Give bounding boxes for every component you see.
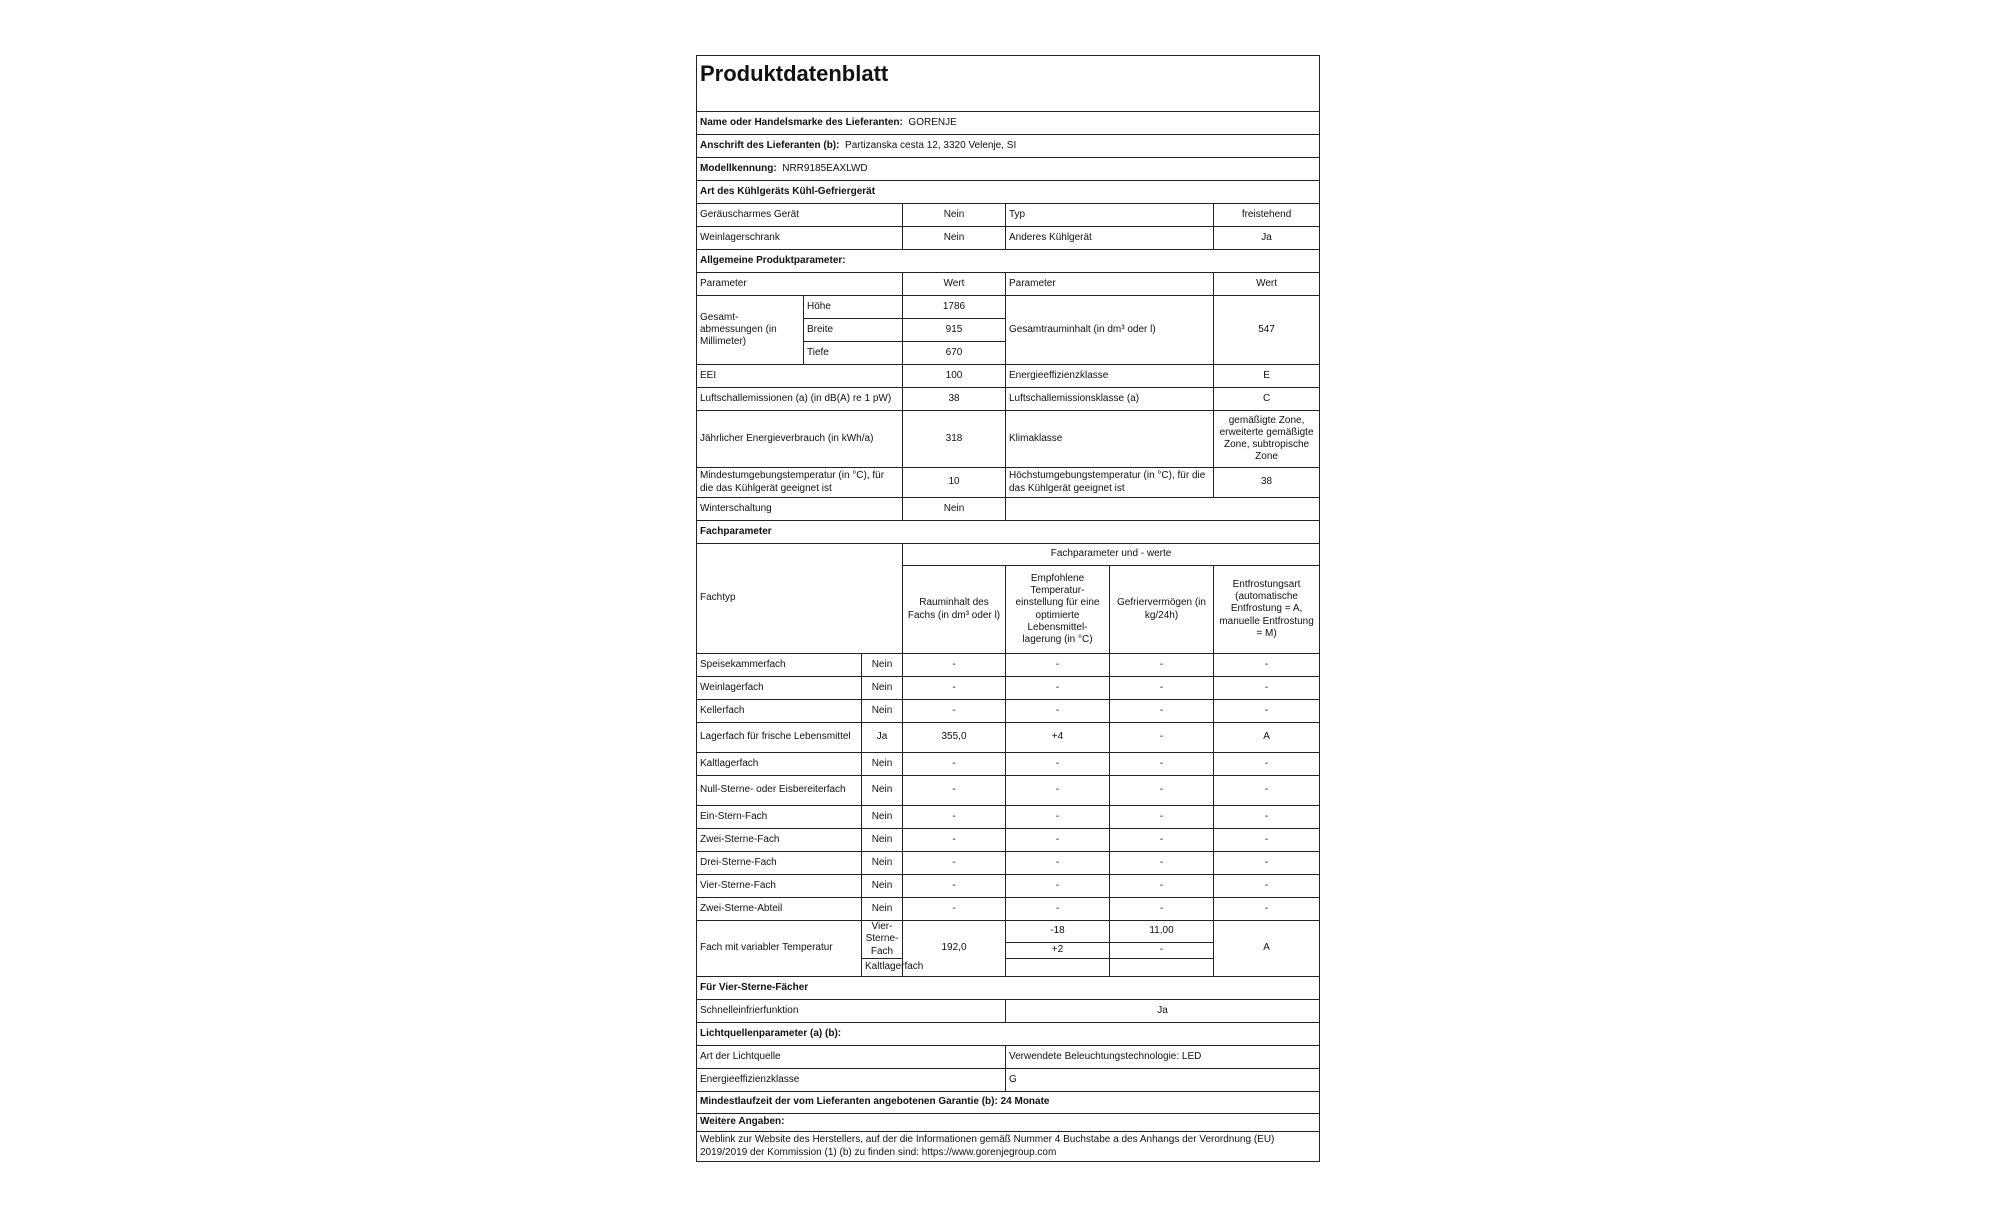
fast-freeze-label: Schnelleinfrierfunktion — [697, 1000, 1006, 1023]
compartment-defrost: - — [1214, 852, 1320, 875]
param-value: Ja — [1214, 227, 1320, 250]
param-label: Jährlicher Energieverbrauch (in kWh/a) — [697, 411, 903, 468]
empty-cell — [1006, 498, 1320, 521]
compartment-freezing-capacity: - — [1110, 898, 1214, 921]
column-header-defrost-type: Entfrostungsart (automatische Entfrostung = A, manuelle Entfrostung = M) — [1214, 566, 1320, 654]
dimension-value: 1786 — [903, 296, 1006, 319]
dimensions-label: Gesamt-abmessungen (in Millimeter) — [697, 296, 804, 365]
compartment-volume: - — [903, 898, 1006, 921]
compartment-defrost: - — [1214, 898, 1320, 921]
compartment-temperature: - — [1006, 700, 1110, 723]
compartment-name: Speisekammerfach — [697, 654, 862, 677]
light-type-label: Art der Lichtquelle — [697, 1046, 1006, 1069]
param-value: C — [1214, 388, 1320, 411]
winter-switch-row — [697, 498, 1320, 521]
further-info-heading: Weitere Angaben: — [697, 1114, 1320, 1132]
param-label: Mindestumgebungstemperatur (in °C), für die das Kühlgerät geeignet ist — [697, 468, 903, 498]
appliance-type-row — [697, 227, 1320, 250]
compartment-present: Nein — [862, 898, 903, 921]
compartment-params-heading: Fachparameter — [697, 521, 1320, 544]
compartment-name: Zwei-Sterne-Fach — [697, 829, 862, 852]
compartment-defrost: - — [1214, 875, 1320, 898]
compartment-name: Vier-Sterne-Fach — [697, 875, 862, 898]
compartment-temperature: - — [1006, 875, 1110, 898]
column-header-parameter: Parameter — [697, 273, 903, 296]
supplier-address-value: Partizanska cesta 12, 3320 Velenje, SI — [845, 139, 1017, 151]
compartment-temperature: - — [1006, 677, 1110, 700]
general-param-row — [697, 411, 1320, 468]
compartment-temperature: - — [1006, 776, 1110, 806]
param-label: Typ — [1006, 204, 1214, 227]
compartment-temperature: - — [1006, 898, 1110, 921]
compartment-row — [697, 776, 1320, 806]
compartment-row — [697, 700, 1320, 723]
light-type-value: Verwendete Beleuchtungstechnologie: LED — [1006, 1046, 1320, 1069]
appliance-type-row — [697, 204, 1320, 227]
compartment-present: Nein — [862, 753, 903, 776]
supplier-name-row — [697, 112, 1320, 135]
compartment-name: Weinlagerfach — [697, 677, 862, 700]
compartment-row — [697, 753, 1320, 776]
compartment-freezing-capacity: - — [1110, 852, 1214, 875]
column-header-parameter: Parameter — [1006, 273, 1214, 296]
param-value: freistehend — [1214, 204, 1320, 227]
param-value: 38 — [903, 388, 1006, 411]
compartment-present: Nein — [862, 776, 903, 806]
compartment-temperature: - — [1006, 852, 1110, 875]
compartment-present: Nein — [862, 875, 903, 898]
compartment-volume: - — [903, 753, 1006, 776]
param-label: Geräuscharmes Gerät — [697, 204, 903, 227]
compartment-name: Null-Sterne- oder Eisbereiterfach — [697, 776, 862, 806]
column-header-value: Wert — [1214, 273, 1320, 296]
param-value: 100 — [903, 365, 1006, 388]
light-type-row — [697, 1046, 1320, 1069]
compartment-group-header-row — [697, 544, 1320, 566]
compartment-name: Lagerfach für frische Lebensmittel — [697, 723, 862, 753]
param-value: Nein — [903, 204, 1006, 227]
total-volume-label: Gesamtrauminhalt (in dm³ oder l) — [1006, 296, 1214, 365]
compartment-freezing-capacity: - — [1110, 654, 1214, 677]
param-label: Luftschallemissionsklasse (a) — [1006, 388, 1214, 411]
compartment-volume: - — [903, 677, 1006, 700]
column-header-volume: Rauminhalt des Fachs (in dm³ oder l) — [903, 566, 1006, 654]
compartment-volume: - — [903, 852, 1006, 875]
compartment-freezing-capacity: - — [1110, 829, 1214, 852]
compartment-present: Ja — [862, 723, 903, 753]
dimension-value: 915 — [903, 319, 1006, 342]
general-params-heading: Allgemeine Produktparameter: — [697, 250, 1320, 273]
param-label: Weinlagerschrank — [697, 227, 903, 250]
compartment-defrost: - — [1214, 654, 1320, 677]
compartment-freezing-capacity: - — [1110, 776, 1214, 806]
variable-temperature-four-star: -18 — [1006, 921, 1110, 943]
compartment-volume: - — [903, 776, 1006, 806]
climate-class-value: gemäßigte Zone, erweiterte gemäßigte Zone, subtropische Zone — [1214, 411, 1320, 468]
compartment-present: Nein — [862, 654, 903, 677]
compartment-temperature: - — [1006, 753, 1110, 776]
param-label: Luftschallemissionen (a) (in dB(A) re 1 pW) — [697, 388, 903, 411]
product-data-sheet — [696, 55, 1319, 1162]
compartment-name: Zwei-Sterne-Abteil — [697, 898, 862, 921]
compartment-row — [697, 677, 1320, 700]
model-id-row — [697, 158, 1320, 181]
param-label: EEI — [697, 365, 903, 388]
light-class-value: G — [1006, 1069, 1320, 1092]
supplier-name-value: GORENJE — [908, 116, 957, 128]
compartment-defrost: - — [1214, 700, 1320, 723]
fast-freeze-row — [697, 1000, 1320, 1023]
column-header-value: Wert — [903, 273, 1006, 296]
variable-freezing-cold: - — [1110, 943, 1214, 959]
compartment-volume: - — [903, 806, 1006, 829]
column-header-freezing-capacity: Gefriervermögen (in kg/24h) — [1110, 566, 1214, 654]
dimension-label: Tiefe — [804, 342, 903, 365]
compartment-defrost: - — [1214, 753, 1320, 776]
compartment-freezing-capacity: - — [1110, 875, 1214, 898]
compartment-row — [697, 875, 1320, 898]
appliance-type-heading: Art des Kühlgeräts Kühl-Gefriergerät — [697, 181, 1320, 204]
model-id-value: NRR9185EAXLWD — [782, 162, 868, 174]
compartment-defrost: - — [1214, 776, 1320, 806]
compartment-defrost: - — [1214, 806, 1320, 829]
column-header-temperature: Empfohlene Temperatur-einstellung für eine optimierte Lebensmittel-lagerung (in °C) — [1006, 566, 1110, 654]
compartment-temperature: - — [1006, 829, 1110, 852]
compartment-volume: - — [903, 875, 1006, 898]
variable-compartment-volume: 192,0 — [903, 921, 1006, 977]
param-label: Energieeffizienzklasse — [1006, 365, 1214, 388]
param-value: E — [1214, 365, 1320, 388]
compartment-freezing-capacity: - — [1110, 700, 1214, 723]
four-star-heading: Für Vier-Sterne-Fächer — [697, 977, 1320, 1000]
light-source-heading: Lichtquellenparameter (a) (b): — [697, 1023, 1320, 1046]
total-volume-value: 547 — [1214, 296, 1320, 365]
compartment-volume: - — [903, 829, 1006, 852]
compartment-name: Ein-Stern-Fach — [697, 806, 862, 829]
compartment-volume: - — [903, 700, 1006, 723]
compartment-name: Kaltlagerfach — [697, 753, 862, 776]
compartment-freezing-capacity: - — [1110, 677, 1214, 700]
warranty-row: Mindestlaufzeit der vom Lieferanten angebotenen Garantie (b): 24 Monate — [697, 1092, 1320, 1114]
compartment-name: Kellerfach — [697, 700, 862, 723]
page-title: Produktdatenblatt — [697, 56, 1320, 112]
supplier-name-label: Name oder Handelsmarke des Lieferanten: — [700, 116, 903, 128]
compartment-temperature: +4 — [1006, 723, 1110, 753]
variable-temperature-cold: +2 — [1006, 943, 1110, 959]
light-class-row — [697, 1069, 1320, 1092]
general-param-row — [697, 365, 1320, 388]
variable-freezing-four-star: 11,00 — [1110, 921, 1214, 943]
compartment-row — [697, 806, 1320, 829]
empty-cell — [1110, 959, 1214, 977]
compartment-defrost: A — [1214, 723, 1320, 753]
compartment-row — [697, 654, 1320, 677]
compartment-volume: 355,0 — [903, 723, 1006, 753]
variable-compartment-defrost: A — [1214, 921, 1320, 977]
dimension-value: 670 — [903, 342, 1006, 365]
fast-freeze-value: Ja — [1006, 1000, 1320, 1023]
general-param-row — [697, 388, 1320, 411]
compartment-present: Nein — [862, 852, 903, 875]
param-value: 10 — [903, 468, 1006, 498]
supplier-address-row — [697, 135, 1320, 158]
variable-sub-cold-storage: Kaltlagerfach — [862, 959, 903, 977]
compartment-row — [697, 829, 1320, 852]
winter-switch-label: Winterschaltung — [697, 498, 903, 521]
variable-sub-four-star: Vier-Sterne-Fach — [862, 921, 903, 959]
compartment-group-header: Fachparameter und - werte — [903, 544, 1320, 566]
compartment-present: Nein — [862, 806, 903, 829]
variable-compartment-name: Fach mit variabler Temperatur — [697, 921, 862, 977]
param-label: Höchstumgebungstemperatur (in °C), für die das Kühlgerät geeignet ist — [1006, 468, 1214, 498]
compartment-name: Drei-Sterne-Fach — [697, 852, 862, 875]
param-label: Anderes Kühlgerät — [1006, 227, 1214, 250]
general-param-row — [697, 468, 1320, 498]
product-data-table — [696, 55, 1320, 1162]
compartment-present: Nein — [862, 829, 903, 852]
compartment-row — [697, 898, 1320, 921]
compartment-freezing-capacity: - — [1110, 753, 1214, 776]
param-value: Nein — [903, 227, 1006, 250]
fachtyp-header: Fachtyp — [697, 544, 903, 654]
compartment-temperature: - — [1006, 806, 1110, 829]
compartment-present: Nein — [862, 700, 903, 723]
compartment-present: Nein — [862, 677, 903, 700]
compartment-freezing-capacity: - — [1110, 723, 1214, 753]
compartment-temperature: - — [1006, 654, 1110, 677]
compartment-freezing-capacity: - — [1110, 806, 1214, 829]
winter-switch-value: Nein — [903, 498, 1006, 521]
empty-cell — [1006, 959, 1110, 977]
compartment-row — [697, 852, 1320, 875]
compartment-defrost: - — [1214, 829, 1320, 852]
variable-compartment-row — [697, 921, 1320, 943]
light-class-label: Energieeffizienzklasse — [697, 1069, 1006, 1092]
compartment-defrost: - — [1214, 677, 1320, 700]
dimension-label: Breite — [804, 319, 903, 342]
dimension-label: Höhe — [804, 296, 903, 319]
param-value: 38 — [1214, 468, 1320, 498]
param-label: Klimaklasse — [1006, 411, 1214, 468]
compartment-row — [697, 723, 1320, 753]
supplier-address-label: Anschrift des Lieferanten (b): — [700, 139, 840, 151]
compartment-volume: - — [903, 654, 1006, 677]
general-params-header-row — [697, 273, 1320, 296]
model-id-label: Modellkennung: — [700, 162, 777, 174]
further-info-text: Weblink zur Website des Herstellers, auf der die Informationen gemäß Nummer 4 Buchstabe a des Anhangs der Verordnung (EU) 2019/2019 der Kommission (1) (b) zu finden sind: https://www.gorenjegroup.com — [697, 1132, 1320, 1162]
param-value: 318 — [903, 411, 1006, 468]
dimension-row — [697, 296, 1320, 319]
